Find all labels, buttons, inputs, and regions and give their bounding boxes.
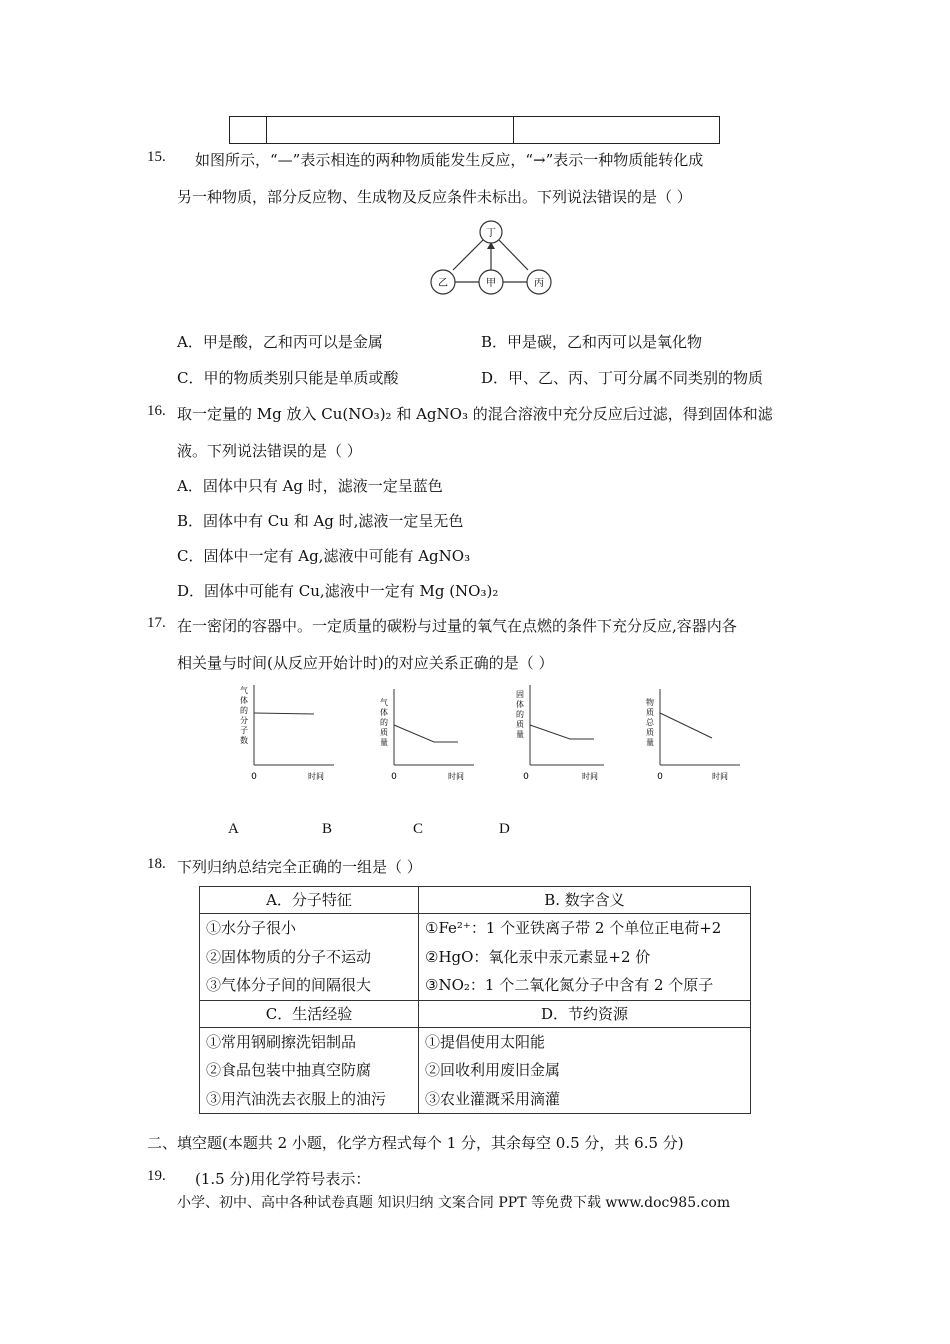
graph-d-xlabel: 时间 (712, 772, 728, 781)
graph-b-ylabel: 气体的质量 (380, 698, 388, 747)
graph-a-ylabel: 气体的分子数 (240, 686, 248, 745)
q18-a-item: ①水分子很小 (206, 919, 297, 937)
q17-label-c: C (413, 821, 424, 837)
q19-number: 19. (147, 1168, 166, 1184)
graph-b-origin: 0 (391, 772, 397, 782)
graph-c-curve (530, 725, 594, 739)
previous-table-fragment (229, 116, 720, 144)
q16-option-c: C．固体中一定有 Ag,滤液中可能有 AgNO₃ (177, 547, 471, 565)
q18-cell-c (200, 1027, 419, 1114)
q15-option-c: C．甲的物质类别只能是单质或酸 (177, 369, 399, 387)
q17-graph-c (512, 683, 612, 783)
q18-cell-b (419, 914, 751, 1001)
q18-a-item: ③气体分子间的间隔很大 (206, 976, 372, 994)
q18-c-item: ②食品包装中抽真空防腐 (206, 1061, 372, 1079)
graph-b-curve (394, 725, 458, 742)
q15-option-b: B．甲是碳，乙和丙可以是氧化物 (481, 333, 703, 351)
q16-option-b: B．固体中有 Cu 和 Ag 时,滤液一定呈无色 (177, 512, 464, 530)
q18-cell-a (200, 914, 419, 1001)
q15-option-d: D．甲、乙、丙、丁可分属不同类别的物质 (481, 369, 764, 387)
q15-number: 15. (147, 149, 166, 165)
q17-graph-a (236, 683, 336, 783)
q18-b-item: ③NO₂：1 个二氧化氮分子中含有 2 个原子 (425, 976, 714, 994)
graph-a-curve (254, 713, 314, 714)
q16-number: 16. (147, 403, 166, 419)
table-cell (267, 117, 514, 144)
q18-d-item: ③农业灌溉采用滴灌 (425, 1089, 561, 1108)
q18-number: 18. (147, 856, 166, 872)
graph-d-curve (660, 713, 712, 738)
q18-head-b: B. 数字含义 (419, 887, 751, 914)
q15-relationship-diagram (425, 218, 555, 300)
q15-stem-line2: 另一种物质，部分反应物、生成物及反应条件未标出。下列说法错误的是（ ） (177, 188, 692, 206)
graph-a-origin: 0 (251, 772, 257, 782)
q15-option-a: A．甲是酸，乙和丙可以是金属 (177, 333, 383, 351)
section-2-heading: 二、填空题(本题共 2 小题，化学方程式每个 1 分，其余每空 0.5 分，共 6.5 分) (147, 1134, 684, 1152)
node-yi: 乙 (438, 278, 448, 289)
q18-d-item: ①提倡使用太阳能 (425, 1032, 546, 1051)
q16-stem-line1: 取一定量的 Mg 放入 Cu(NO₃)₂ 和 AgNO₃ 的混合溶液中充分反应后过滤，得到固体和滤 (177, 405, 773, 423)
q18-a-item: ②固体物质的分子不运动 (206, 947, 372, 966)
q17-stem-line1: 在一密闭的容器中。一定质量的碳粉与过量的氧气在点燃的条件下充分反应,容器内各 (177, 617, 737, 635)
table-cell (230, 117, 267, 144)
q16-option-a: A．固体中只有 Ag 时，滤液一定呈蓝色 (177, 477, 443, 495)
q18-d-item: ②回收利用废旧金属 (425, 1061, 561, 1079)
q15-stem-line1: 如图所示，“—”表示相连的两种物质能发生反应，“→”表示一种物质能转化成 (195, 151, 704, 169)
q17-stem-line2: 相关量与时间(从反应开始计时)的对应关系正确的是（ ） (177, 654, 554, 672)
graph-c-origin: 0 (523, 772, 529, 782)
node-jia: 甲 (486, 278, 496, 289)
q18-head-c: C．生活经验 (200, 1000, 419, 1027)
graph-a-xlabel: 时间 (308, 772, 324, 781)
q17-label-a: A (228, 821, 239, 837)
q18-cell-d (419, 1027, 751, 1114)
q18-head-a: A．分子特征 (200, 887, 419, 914)
q17-label-d: D (499, 821, 510, 837)
q16-stem-line2: 液。下列说法错误的是（ ） (177, 442, 362, 460)
graph-c-xlabel: 时间 (582, 772, 598, 781)
graph-b-xlabel: 时间 (448, 772, 464, 781)
graph-d-ylabel: 物质总质量 (646, 698, 654, 747)
node-ding: 丁 (486, 228, 496, 239)
graph-c-ylabel: 固体的质量 (516, 690, 524, 739)
q18-c-item: ③用汽油洗去衣服上的油污 (206, 1089, 387, 1108)
q19-text: (1.5 分)用化学符号表示： (195, 1170, 371, 1188)
q18-stem: 下列归纳总结完全正确的一组是（ ） (177, 858, 422, 876)
q18-c-item: ①常用钢刷擦洗铝制品 (206, 1032, 357, 1051)
q17-graph-d (642, 683, 742, 783)
q16-option-d: D．固体中可能有 Cu,滤液中一定有 Mg (NO₃)₂ (177, 582, 499, 600)
graph-d-origin: 0 (657, 772, 663, 782)
q18-b-item: ②HgO：氧化汞中汞元素显+2 价 (425, 947, 651, 966)
q17-graph-b (376, 683, 476, 783)
q18-summary-table (199, 886, 751, 1114)
q18-head-d: D．节约资源 (419, 1000, 751, 1027)
node-bing: 丙 (534, 278, 544, 289)
page-footer: 小学、初中、高中各种试卷真题 知识归纳 文案合同 PPT 等免费下载 www.doc985.com (177, 1195, 731, 1211)
q17-label-b: B (322, 821, 333, 837)
table-cell (514, 117, 720, 144)
q17-number: 17. (147, 615, 166, 631)
q18-b-item: ①Fe²⁺：1 个亚铁离子带 2 个单位正电荷+2 (425, 919, 722, 937)
